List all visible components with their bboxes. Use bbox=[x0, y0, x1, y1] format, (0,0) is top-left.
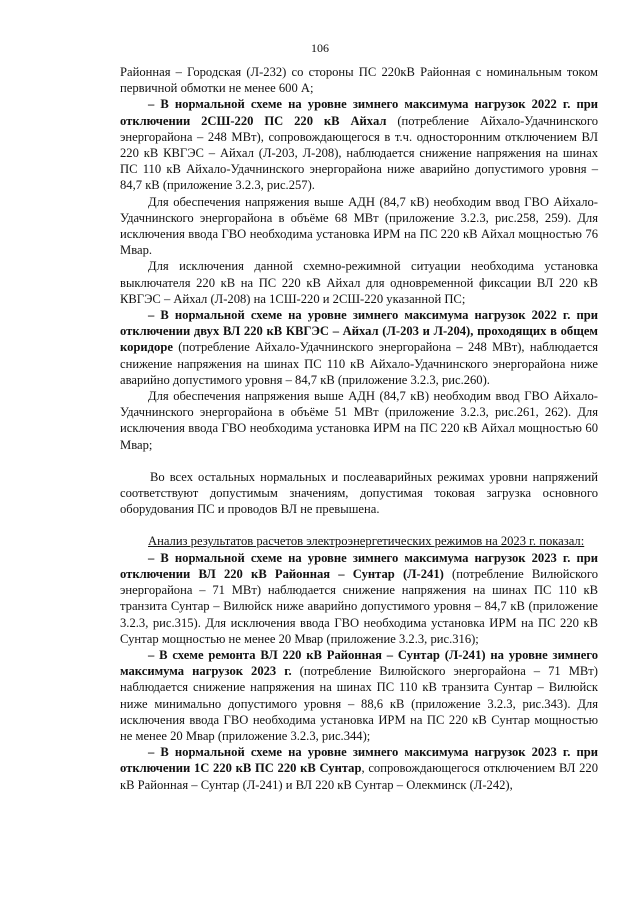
section-heading-text: Анализ результатов расчетов электроэнергетических режимов на 2023 г. показал: bbox=[148, 534, 585, 549]
paragraph-bold: – В нормальной схеме на уровне зимнего максимума нагрузок 2022 г. при отключении 2СШ-220 ПС 220 кВ Айхал bbox=[120, 97, 598, 128]
page-number: 106 bbox=[311, 41, 329, 55]
paragraph-bold: – В нормальной схеме на уровне зимнего максимума нагрузок 2023 г. при отключении ВЛ 220 кВ Районная – Сунтар (Л-241) bbox=[120, 550, 598, 581]
paragraph-text: , сопровождающегося отключением ВЛ 220 кВ Районная – Сунтар (Л-241) и ВЛ 220 кВ Сунтар – Олекминск (Л-242), bbox=[120, 761, 599, 792]
paragraph-text: Для обеспечения напряжения выше АДН (84,7 кВ) необходим ввод ГВО Айхало-Удачнинского энергорайона в объёме 51 МВт (приложение 3.2.3, рис.261, 262). Для исключения ввода ГВО необходима установка ИРМ на ПС 220 кВ Айхал мощностью 60 Мвар; bbox=[120, 389, 598, 452]
paragraph-11 bbox=[120, 744, 598, 793]
paragraph-text: (потребление Вилюйского энергорайона – 71 МВт) наблюдается снижение напряжения на шинах ПС 110 кВ транзита Сунтар – Вилюйск ниже аварийно допустимого уровня – 84,7 кВ (приложение 3.2.3, рис.315). Для исключения ввода ГВО необходима установка ИРМ на ПС 220 кВ Сунтар мощностью не менее 20 Мвар (приложение 3.2.3, рис.316); bbox=[120, 566, 598, 646]
paragraph-9 bbox=[120, 550, 598, 647]
paragraph-10 bbox=[120, 647, 598, 744]
paragraph-1 bbox=[120, 64, 598, 96]
paragraph-text: (потребление Айхало-Удачнинского энергорайона – 248 МВт), сопровождающегося в т.ч. односторонним отключением ВЛ 220 кВ КВГЭС – Айхал (Л-203, Л-208), наблюдается снижение напряжения на шинах ПС 110 кВ Айхало-Удачнинского энергорайона ниже аварийно допустимого уровня – 84,7 кВ (приложение 3.2.3, рис.257). bbox=[120, 113, 599, 193]
paragraph-3 bbox=[120, 194, 598, 259]
paragraph-text: Для обеспечения напряжения выше АДН (84,7 кВ) необходим ввод ГВО Айхало-Удачнинского энергорайона в объёме 68 МВт (приложение 3.2.3, рис.258, 259). Для исключения ввода ГВО необходима установка ИРМ на ПС 220 кВ Айхал мощностью 76 Мвар. bbox=[120, 194, 598, 258]
paragraph-4 bbox=[120, 258, 598, 307]
paragraph-7 bbox=[120, 469, 598, 518]
paragraph-text: (потребление Вилюйского энергорайона – 71 МВт) наблюдается снижение напряжения на шинах ПС 110 кВ транзита Сунтар – Вилюйск ниже минимально допустимого уровня – 88,6 кВ (приложение 3.2.3, рис.343). Для исключения ввода ГВО необходима установка ИРМ на ПС 220 кВ Сунтар мощностью не менее 20 Мвар (приложение 3.2.3, рис.344); bbox=[120, 664, 598, 743]
paragraph-text: Во всех остальных нормальных и послеаварийных режимах уровни напряжений соответствуют допустимым значениям, допустимая токовая загрузка основного оборудования ПС и проводов ВЛ не превышена. bbox=[120, 469, 598, 517]
paragraph-6 bbox=[120, 388, 598, 453]
spacer bbox=[120, 453, 598, 469]
paragraph-5 bbox=[120, 307, 598, 388]
section-heading bbox=[120, 533, 598, 549]
spacer bbox=[120, 517, 598, 533]
paragraph-2 bbox=[120, 96, 598, 193]
document-body bbox=[120, 64, 598, 793]
paragraph-text: (потребление Айхало-Удачнинского энергорайона – 248 МВт), наблюдается снижение напряжения на шинах ПС 110 кВ Айхало-Удачнинского энергорайона ниже аварийно допустимого уровня – 84,7 кВ (приложение 3.2.3, рис.260). bbox=[120, 340, 598, 387]
paragraph-bold: – В схеме ремонта ВЛ 220 кВ Районная – Сунтар (Л-241) на уровне зимнего максимума нагрузок 2023 г. bbox=[120, 647, 598, 679]
paragraph-bold: – В нормальной схеме на уровне зимнего максимума нагрузок 2022 г. при отключении двух ВЛ 220 кВ КВГЭС – Айхал (Л-203 и Л-204), проходящих в общем коридоре bbox=[120, 308, 598, 355]
paragraph-text: Районная – Городская (Л-232) со стороны ПС 220кВ Районная с номинальным током первичной обмотки не менее 600 А; bbox=[120, 65, 598, 96]
paragraph-text: Для исключения данной схемно-режимной ситуации необходима установка выключателя 220 кВ на ПС 220 кВ Айхал для одновременной фиксации ВЛ 220 кВ КВГЭС – Айхал (Л-208) на 1СШ-220 и 2СШ-220 указанной ПС; bbox=[120, 259, 598, 306]
paragraph-bold: – В нормальной схеме на уровне зимнего максимума нагрузок 2023 г. при отключении 1С 220 кВ ПС 220 кВ Сунтар bbox=[120, 745, 598, 776]
